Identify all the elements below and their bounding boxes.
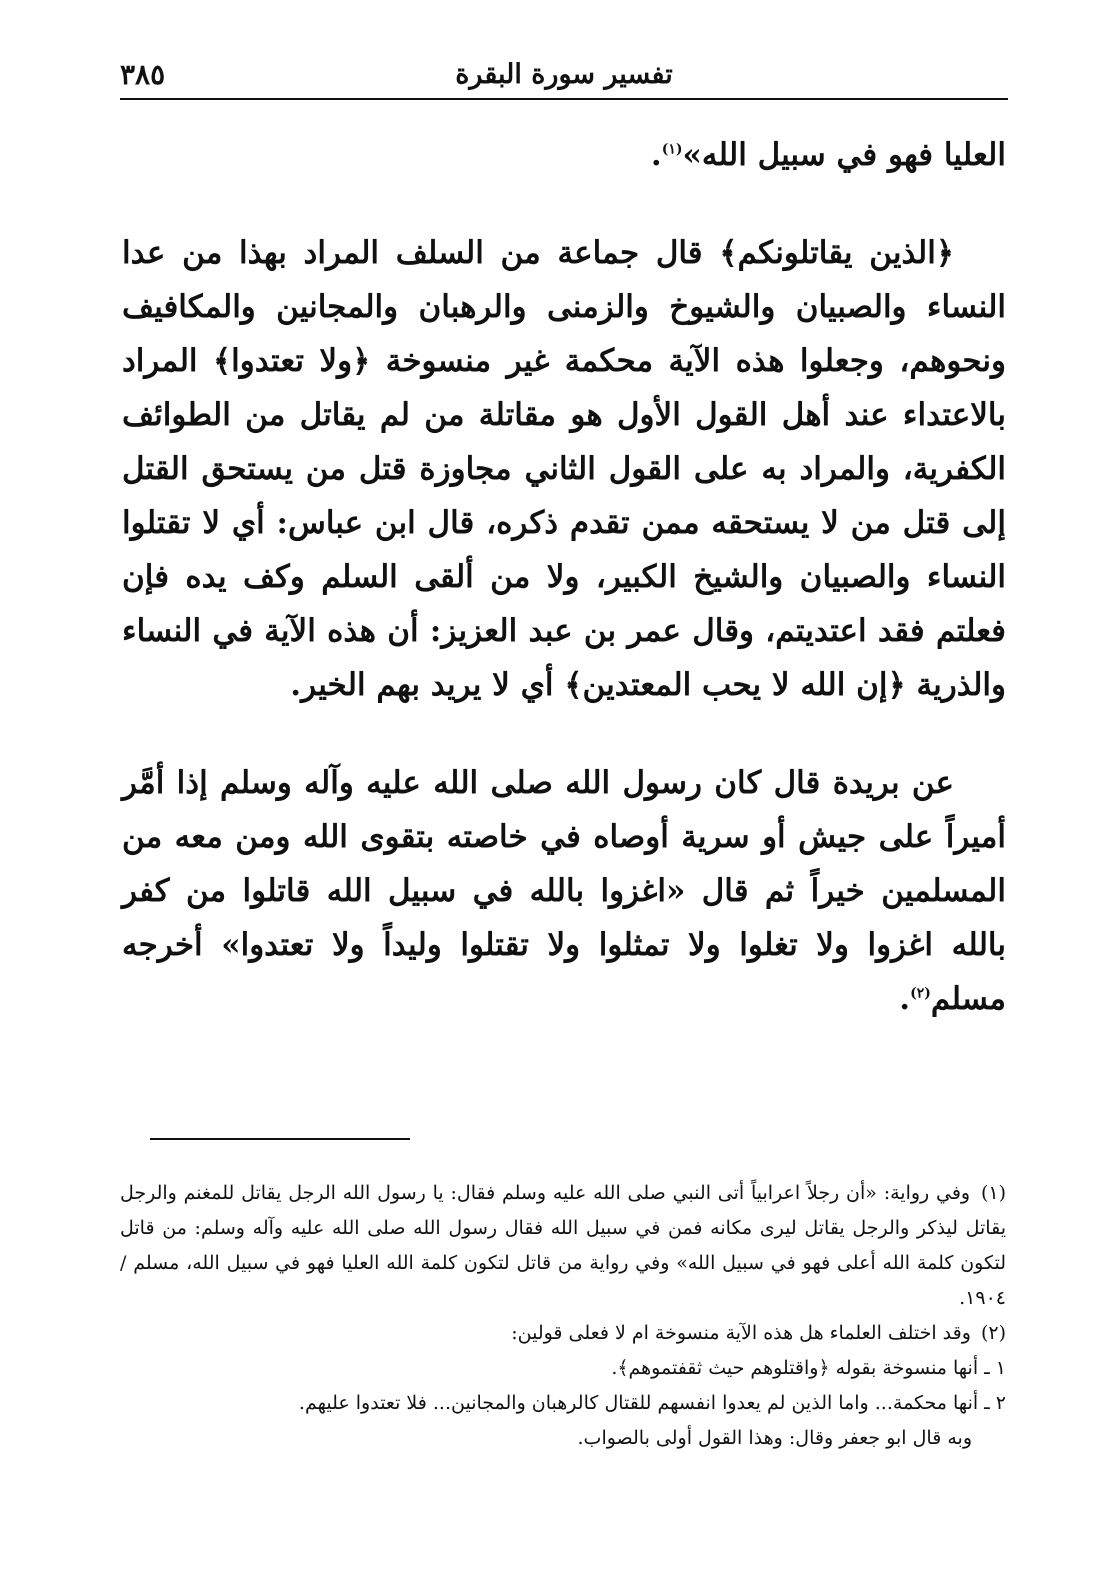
paragraph-1 <box>122 128 1006 182</box>
footnote-2-item-1: ١ ـ أنها منسوخة بقوله ﴿واقتلوهم حيث ثقفتموهم﴾. <box>611 1357 1006 1379</box>
footnote-2-number: (٢) <box>980 1322 1006 1344</box>
paragraph-3-end: . <box>899 981 911 1017</box>
header-title: تفسير سورة البقرة <box>455 59 673 90</box>
running-header <box>120 58 1008 100</box>
paragraph-3-text: عن بريدة قال كان رسول الله صلى الله عليه وآله وسلم إذا أمَّر أميراً على جيش أو سرية أوصاه في خاصته بتقوى الله ومن معه من المسلمين خيراً ثم قال «اغزوا بالله في سبيل الله قاتلوا من كفر بالله اغزوا ولا تغلوا ولا تمثلوا ولا تقتلوا وليداً ولا تعتدوا» أخرجه مسلم <box>122 765 1006 1017</box>
footnote-2-item-2: ٢ ـ أنها محكمة... واما الذين لم يعدوا انفسهم للقتال كالرهبان والمجانين... فلا تعتدوا عليهم. <box>298 1392 1006 1414</box>
paragraph-2: ﴿الذين يقاتلونكم﴾ قال جماعة من السلف المراد بهذا من عدا النساء والصبيان والشيوخ والزمنى والرهبان والمجانين والمكافيف ونحوهم، وجعلوا هذه الآية محكمة غير منسوخة ﴿ولا تعتدوا﴾ المراد بالاعتداء عند أهل القول الأول هو مقاتلة من لم يقاتل من الطوائف الكفرية، والمراد به على القول الثاني مجاوزة قتل من يستحق القتل إلى قتل من لا يستحقه ممن تقدم ذكره، قال ابن عباس: أي لا تقتلوا النساء والصبيان والشيخ الكبير، ولا من ألقى السلم وكف يده فإن فعلتم فقد اعتديتم، وقال عمر بن عبد العزيز: أن هذه الآية في النساء والذرية ﴿إن الله لا يحب المعتدين﴾ أي لا يريد بهم الخير. <box>122 235 1006 703</box>
paragraph-1-text: العليا فهو في سبيل الله» <box>682 137 1006 173</box>
footnote-2-item-3: وبه قال ابو جعفر وقال: وهذا القول أولى بالصواب. <box>577 1427 972 1449</box>
footnote-1-number: (١) <box>980 1182 1006 1204</box>
footnote-2 <box>120 1316 1006 1351</box>
footnote-separator <box>150 1138 410 1140</box>
footnote-1-text: وفي رواية: «أن رجلاً اعرابياً أتى النبي صلى الله عليه وسلم فقال: يا رسول الله الرجل يقاتل للمغنم والرجل يقاتل ليذكر والرجل يقاتل ليرى مكانه فمن في سبيل الله فقال رسول الله صلى الله عليه وآله وسلم: من قاتل لتكون كلمة الله أعلى فهو في سبيل الله» وفي رواية من قاتل لتكون كلمة الله العليا فهو في سبيل الله، مسلم / ١٩٠٤. <box>120 1182 1006 1309</box>
page-number: ٣٨٥ <box>120 58 166 91</box>
footnotes <box>120 1176 1006 1456</box>
footnote-ref-2: (٢) <box>910 985 931 1002</box>
footnote-1 <box>120 1176 1006 1316</box>
paragraph-3 <box>122 756 1006 1026</box>
main-text <box>122 128 1006 1026</box>
footnote-ref-1: (١) <box>661 141 683 158</box>
footnote-2-text: وقد اختلف العلماء هل هذه الآية منسوخة ام لا فعلى قولين: <box>511 1322 971 1344</box>
paragraph-1-end: . <box>650 137 662 173</box>
